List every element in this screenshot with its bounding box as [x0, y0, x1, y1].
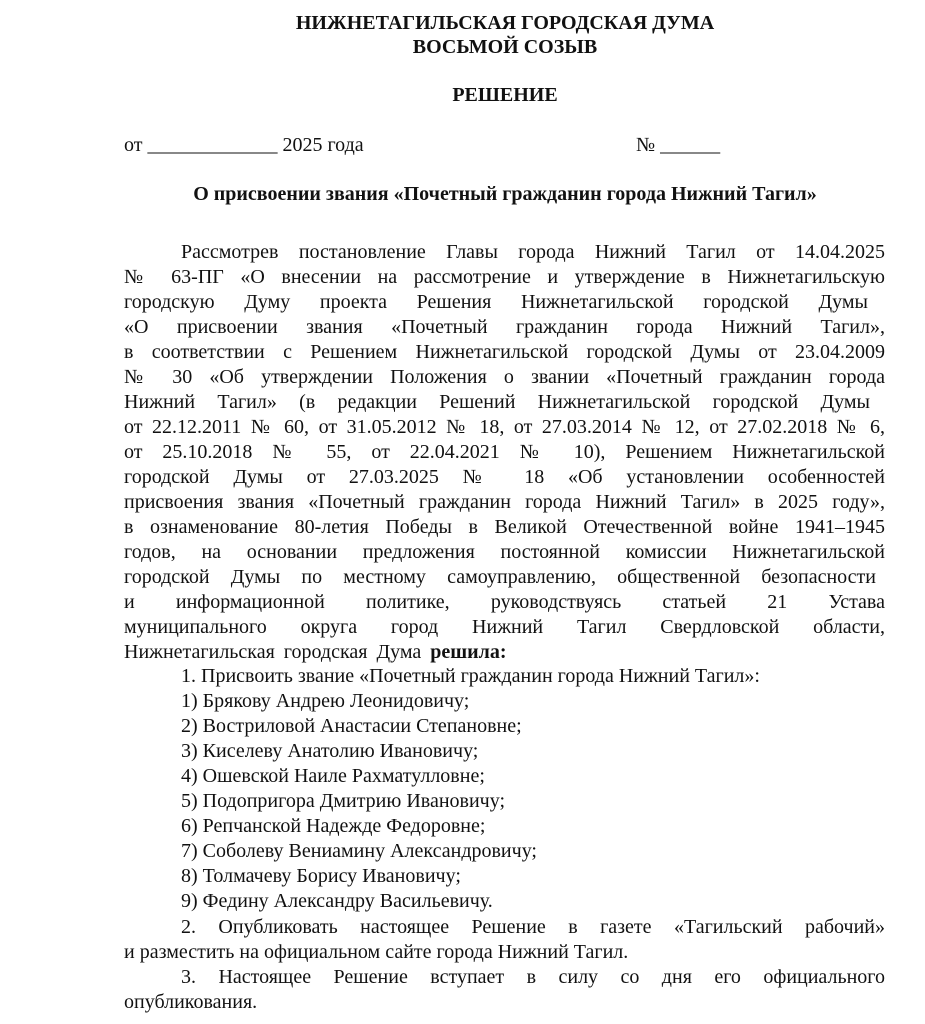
item-3-line-1: 3. Настоящее Решение вступает в силу со дня его официального: [181, 966, 885, 988]
decision-subject: О присвоении звания «Почетный гражданин города Нижний Тагил»: [193, 183, 817, 205]
item-1-intro: 1. Присвоить звание «Почетный гражданин города Нижний Тагил»:: [181, 665, 760, 687]
preamble-line: и информационной политике, руководствуясь статьей 21 Устава: [124, 591, 885, 613]
preamble-line: Рассмотрев постановление Главы города Нижний Тагил от 14.04.2025: [181, 241, 885, 263]
item-2-line-1: 2. Опубликовать настоящее Решение в газете «Тагильский рабочий»: [181, 916, 885, 938]
honoree-item: 9) Федину Александру Васильевичу.: [181, 890, 493, 912]
preamble-line: Нижний Тагил» (в редакции Решений Нижнетагильской городской Думы: [124, 391, 870, 413]
honoree-item: 6) Репчанской Надежде Федоровне;: [181, 815, 486, 837]
preamble-line: городской Думы по местному самоуправлению, общественной безопасности: [124, 566, 876, 588]
preamble-line: городскую Думу проекта Решения Нижнетагильской городской Думы: [124, 291, 868, 313]
date-line: от _____________ 2025 года: [124, 134, 364, 156]
preamble-line: присвоения звания «Почетный гражданин города Нижний Тагил» в 2025 году»,: [124, 491, 885, 513]
preamble-line: № 30 «Об утверждении Положения о звании «Почетный гражданин города: [124, 366, 885, 388]
organization-title: НИЖНЕТАГИЛЬСКАЯ ГОРОДСКАЯ ДУМА: [295, 12, 715, 34]
preamble-line: городской Думы от 27.03.2025 № 18 «Об установлении особенностей: [124, 466, 885, 488]
preamble-line: № 63-ПГ «О внесении на рассмотрение и утверждение в Нижнетагильскую: [124, 266, 885, 288]
preamble-line: «О присвоении звания «Почетный гражданин города Нижний Тагил»,: [124, 316, 885, 338]
preamble-final-text: Нижнетагильская городская Дума: [124, 641, 431, 663]
preamble-line: муниципального округа город Нижний Тагил Свердловской области,: [124, 616, 885, 638]
preamble-line: в соответствии с Решением Нижнетагильской городской Думы от 23.04.2009: [124, 341, 885, 363]
preamble-line: от 25.10.2018 № 55, от 22.04.2021 № 10), Решением Нижнетагильской: [124, 441, 885, 463]
resolved-word: решила:: [430, 641, 507, 663]
document-type-title: РЕШЕНИЕ: [452, 84, 558, 106]
honoree-item: 7) Соболеву Вениамину Александровичу;: [181, 840, 537, 862]
preamble-line: годов, на основании предложения постоянной комиссии Нижнетагильской: [124, 541, 885, 563]
honoree-item: 8) Толмачеву Борису Ивановичу;: [181, 865, 461, 887]
honoree-item: 1) Брякову Андрею Леонидовичу;: [181, 690, 470, 712]
preamble-line: от 22.12.2011 № 60, от 31.05.2012 № 18, от 27.03.2014 № 12, от 27.02.2018 № 6,: [124, 416, 885, 438]
convocation-title: ВОСЬМОЙ СОЗЫВ: [412, 36, 598, 58]
honoree-item: 3) Киселеву Анатолию Ивановичу;: [181, 740, 479, 762]
item-3-line-2: опубликования.: [124, 991, 258, 1013]
honoree-item: 2) Востриловой Анастасии Степановне;: [181, 715, 522, 737]
preamble-line: в ознаменование 80-летия Победы в Великой Отечественной войне 1941–1945: [124, 516, 885, 538]
item-2-line-2: и разместить на официальном сайте города Нижний Тагил.: [124, 941, 629, 963]
honoree-item: 4) Ошевской Наиле Рахматулловне;: [181, 765, 485, 787]
preamble-final-line: [124, 640, 885, 664]
number-line: № ______: [636, 134, 721, 156]
honoree-item: 5) Подопригора Дмитрию Ивановичу;: [181, 790, 506, 812]
